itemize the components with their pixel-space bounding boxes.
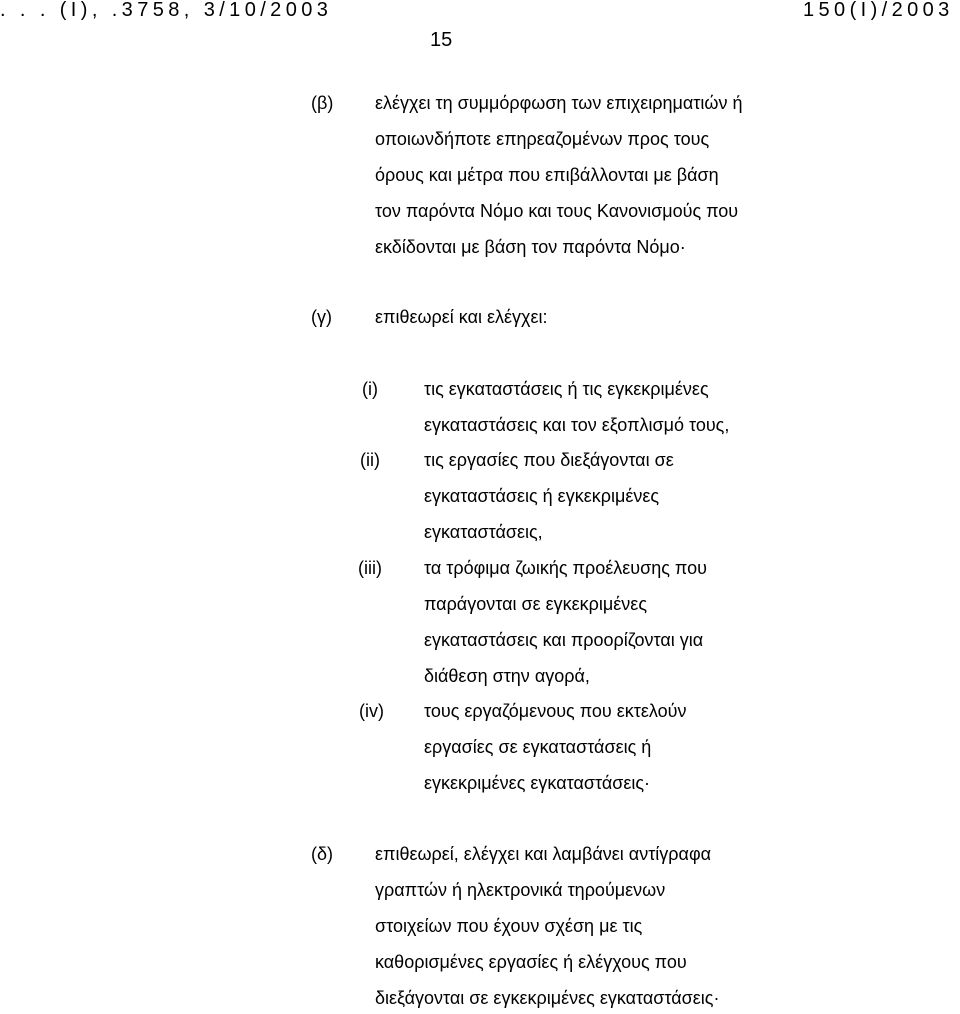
text-line: εγκαταστάσεις και τον εξοπλισμό τους,	[424, 415, 730, 435]
text-line: εγκαταστάσεις και προορίζονται για	[424, 630, 704, 650]
text-line: διάθεση στην αγορά,	[424, 666, 590, 686]
text-line: εκδίδονται με βάση τον παρόντα Νόμο·	[375, 237, 686, 257]
text-line: παράγονται σε εγκεκριμένες	[424, 594, 648, 614]
page-header	[0, 0, 960, 22]
text-line: επιθεωρεί, ελέγχει και λαμβάνει αντίγραφα	[375, 844, 712, 864]
text-line: τον παρόντα Νόμο και τους Κανονισμούς που	[375, 201, 739, 221]
header-law-number: 150(Ι)/2003	[803, 0, 954, 21]
item-label-d: (δ)	[311, 844, 334, 864]
text-line: διεξάγονται σε εγκεκριμένες εγκαταστάσεις·	[375, 988, 720, 1008]
text-line: καθορισμένες εργασίες ή ελέγχους που	[375, 952, 687, 972]
text-line: ελέγχει τη συμμόρφωση των επιχειρηματιών ή	[375, 93, 743, 113]
text-line: όρους και μέτρα που επιβάλλονται με βάση	[375, 165, 719, 185]
text-line: τους εργαζόμενους που εκτελούν	[424, 701, 687, 721]
text-line: εγκεκριμένες εγκαταστάσεις·	[424, 773, 651, 793]
text-line: στοιχείων που έχουν σχέση με τις	[375, 916, 643, 936]
subitem-label-i: (i)	[362, 379, 378, 399]
text-line: γραπτών ή ηλεκτρονικά τηρούμενων	[375, 880, 666, 900]
item-label-g: (γ)	[311, 307, 332, 327]
text-line: εργασίες σε εγκαταστάσεις ή	[424, 737, 652, 757]
text-line: οποιωνδήποτε επηρεαζομένων προς τους	[375, 129, 710, 149]
subitem-label-iv: (iv)	[359, 701, 384, 721]
subitem-label-ii: (ii)	[360, 450, 380, 470]
text-line: επιθεωρεί και ελέγχει:	[375, 307, 548, 327]
text-line: εγκαταστάσεις ή εγκεκριμένες	[424, 486, 660, 506]
subitem-label-iii: (iii)	[358, 558, 382, 578]
text-line: τα τρόφιμα ζωικής προέλευσης που	[424, 558, 707, 578]
item-label-b: (β)	[311, 93, 334, 113]
page-number: 15	[430, 29, 453, 51]
text-line: τις εργασίες που διεξάγονται σε	[424, 450, 674, 470]
header-law-reference: . . . (Ι), .3758, 3/10/2003	[0, 0, 333, 21]
text-line: εγκαταστάσεις,	[424, 522, 543, 542]
text-line: τις εγκαταστάσεις ή τις εγκεκριμένες	[424, 379, 709, 399]
